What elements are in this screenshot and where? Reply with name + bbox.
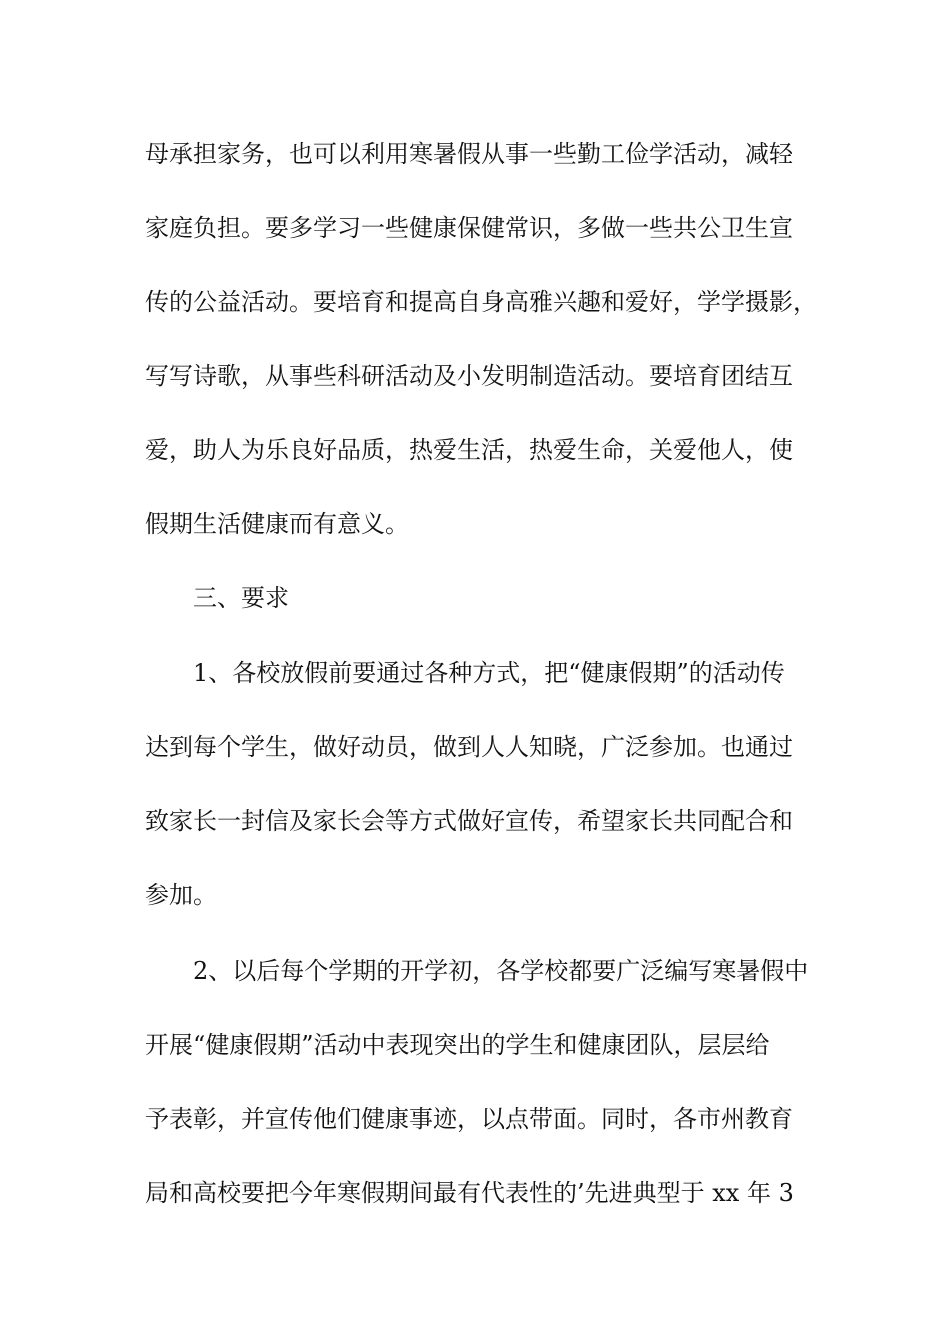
- text-line: 母承担家务，也可以利用寒暑假从事一些勤工俭学活动，减轻: [145, 140, 793, 168]
- text-line: 开展“健康假期”活动中表现突出的学生和健康团队，层层给: [145, 1031, 770, 1059]
- text-line: 1、各校放假前要通过各种方式，把“健康假期”的活动传: [193, 659, 785, 687]
- text-line: 局和高校要把今年寒假期间最有代表性的’先进典型于 xx 年 3: [145, 1179, 794, 1207]
- text-line: 予表彰，并宣传他们健康事迹，以点带面。同时，各市州教育: [145, 1105, 793, 1133]
- text-line: 假期生活健康而有意义。: [145, 510, 409, 538]
- text-line: 爱，助人为乐良好品质，热爱生活，热爱生命，关爱他人，使: [145, 436, 793, 464]
- section-heading: 三、要求: [193, 584, 289, 612]
- text-line: 家庭负担。要多学习一些健康保健常识，多做一些共公卫生宣: [145, 214, 793, 242]
- text-line: 传的公益活动。要培育和提高自身高雅兴趣和爱好，学学摄影，: [145, 288, 817, 316]
- text-line: 致家长一封信及家长会等方式做好宣传，希望家长共同配合和: [145, 807, 793, 835]
- text-line: 达到每个学生，做好动员，做到人人知晓，广泛参加。也通过: [145, 733, 793, 761]
- text-line: 2、以后每个学期的开学初，各学校都要广泛编写寒暑假中: [193, 957, 809, 985]
- text-line: 参加。: [145, 881, 217, 909]
- text-line: 写写诗歌，从事些科研活动及小发明制造活动。要培育团结互: [145, 362, 793, 390]
